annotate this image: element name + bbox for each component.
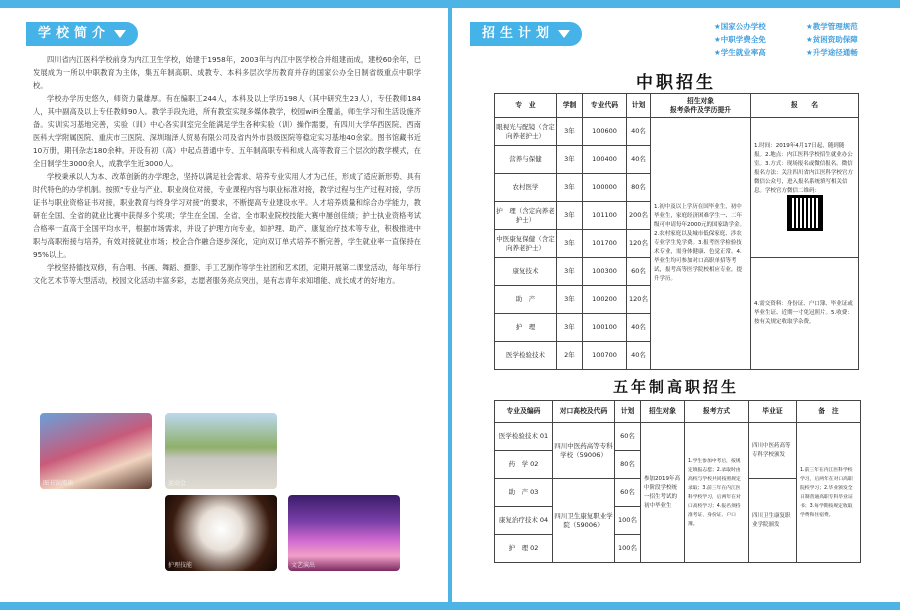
- years-cell: 3年: [557, 118, 583, 146]
- col-header: 备 注: [797, 401, 861, 423]
- col-header: 专业代码: [583, 94, 627, 118]
- photo-caption: 护理技能: [168, 562, 193, 569]
- major-cell: 中医康复保健（含定向养老护士）: [495, 230, 557, 258]
- school-cell: 四川中医药高等专科学校（59006）: [553, 423, 615, 479]
- years-cell: 3年: [557, 286, 583, 314]
- years-cell: 3年: [557, 230, 583, 258]
- register-cell: [751, 118, 859, 258]
- intro-paragraph-3: 学校秉承以人为本、改革创新的办学理念，坚持以满足社会需求、培养专业实用人才为己任，形成了适应新形势、具有时代特色的办学机制。按照“专业与产业、职业岗位对接，专业课程内容与职业标准对接，教学过程与生产过程对接，学历证书与职业资格证书对接，职业教育与终身学习对接”的要求，不断提高专业建设水平。人才培养质量和综合办学能力，教研在全国、全省的就业比赛中获得多个奖项；学生在全国、全省、全市职业院校技能大赛中屡创佳绩；护士执业资格考试合格率一直高于全国平均水平，根据市场需求，并设了护理方向专业，如护理、助产、康复治疗技术等专业，积极推进中职与高职衔接与培养，有效对接就业市场；校企合作融合逐步深化，定向双订单式培养不断完善，学生就业率一直保持在95%以上。: [33, 172, 421, 259]
- code-cell: 100600: [583, 118, 627, 146]
- photo-sports-meet: [165, 413, 277, 489]
- bottom-frame-bar: [0, 602, 900, 610]
- code-cell: 100300: [583, 258, 627, 286]
- intro-paragraph-2: 学校办学历史悠久，师资力量雄厚。有在编职工244人，本科及以上学历198人（其中研究生23人），专任教师184人，其中副高及以上专任教师90人。教学手段先进，所有教室实现多媒体教学，校园wiFi全覆盖，师生学习和生活设施齐备。实训实习基地完善，实验（训）中心各实训室完全能满足学生各种实验（训）操作需要，有四川大学华西医院、西南医科大学附属医院、重庆市三医院、深圳瑞泽人贸易有限公司及省内外市县级医院等稳定实习基地40余家。图书馆藏书近10万册，期刊杂志180余种。开设有初（高）中起点普通中专、五年制高职专科和成人高等教育三个层次的教学模式，在全日制学生3000余人，成教学生近3000人。: [33, 94, 421, 168]
- col-header: 招生对象: [641, 401, 685, 423]
- zhongzhi-title: 中职招生: [636, 73, 716, 93]
- col-header: 专 业: [495, 94, 557, 118]
- major-cell: 护 理（含定向养老护士）: [495, 202, 557, 230]
- years-cell: 3年: [557, 202, 583, 230]
- years-cell: 3年: [557, 174, 583, 202]
- major-cell: 护 理 02: [495, 535, 553, 563]
- plan-cell: 100名: [615, 535, 641, 563]
- photo-caption: 图书馆阅读: [43, 480, 74, 487]
- section-header-intro-label: 学校简介: [38, 26, 111, 41]
- major-cell: 护 理: [495, 314, 557, 342]
- major-cell: 营养与保健: [495, 146, 557, 174]
- plan-cell: 80名: [627, 174, 651, 202]
- major-cell: 助 产 03: [495, 479, 553, 507]
- plan-cell: 60名: [615, 479, 641, 507]
- col-header: 报考方式: [685, 401, 749, 423]
- major-cell: 药 学 02: [495, 451, 553, 479]
- qr-code-icon[interactable]: [790, 198, 820, 228]
- intro-paragraph-4: 学校坚持德技双修，有合唱、书画、舞蹈、摄影、手工艺制作等学生社团和艺术团，定期开展第二课堂活动，每年举行文化艺术节等大型活动，校园文化活动丰富多彩，志愿者服务亮点突出，是有志青年求知增能、成长成才的好地方。: [33, 263, 421, 285]
- motto-item: ★贫困资助保障: [806, 35, 858, 44]
- major-cell: 医学检验技术 01: [495, 423, 553, 451]
- plan-cell: 40名: [627, 342, 651, 370]
- photo-performance: [288, 495, 400, 571]
- motto-item: ★教学管理规范: [806, 22, 858, 31]
- major-cell: 康复技术: [495, 258, 557, 286]
- wunian-title: 五年制高职招生: [612, 378, 739, 396]
- conditions-cell: 1.初中及以上学历在国毕业生，初中毕业生，家庭经济困难学生一、二年级可申请每年2000元的国家助学金。2.农村家庭以及城市低保家庭、涉农专业学生免学费。3.报考医学检验技术专业，需身体健康、色觉正常。4.毕业生均可参加对口高职单招等考试，报考高等医学院校相应专业，提升学历。: [651, 118, 751, 370]
- remark-cell: 1.前三年在内江医科学校学习，后两年在对口高职院校学习；2.毕业颁发全日制普通高职专科毕业证书；3.每学期按规定收取学费和住宿费。: [797, 423, 861, 563]
- photo-library: [40, 413, 152, 489]
- section-header-plan: [470, 22, 582, 46]
- photo-nursing-skills: [165, 495, 277, 571]
- motto-item: ★国家公办学校: [714, 22, 766, 31]
- code-cell: 100100: [583, 314, 627, 342]
- code-cell: 100700: [583, 342, 627, 370]
- col-header: 报 名: [751, 94, 859, 118]
- photo-caption: 运动会: [168, 480, 187, 487]
- major-cell: 康复治疗技术 04: [495, 507, 553, 535]
- table-header-row: [495, 94, 859, 118]
- table-row: [495, 118, 859, 146]
- intro-text: [33, 53, 421, 287]
- table-row: [495, 423, 861, 451]
- code-cell: 100200: [583, 286, 627, 314]
- plan-cell: 40名: [627, 146, 651, 174]
- col-header: 专业及编码: [495, 401, 553, 423]
- chevron-down-icon: [558, 30, 570, 38]
- plan-cell: 40名: [627, 314, 651, 342]
- years-cell: 2年: [557, 342, 583, 370]
- section-header-intro: [26, 22, 138, 46]
- years-cell: 3年: [557, 146, 583, 174]
- zhongzhi-table: [494, 93, 859, 370]
- wunian-table: [494, 400, 861, 563]
- school-cell: 四川卫生康复职业学院（59006）: [553, 479, 615, 563]
- photo-caption: 文艺演出: [291, 562, 316, 569]
- plan-cell: 40名: [627, 118, 651, 146]
- motto-item: ★学生就业率高: [714, 48, 766, 57]
- diploma-cell: 四川中医药高等专科学校颁发: [749, 423, 797, 479]
- major-cell: 医学检验技术: [495, 342, 557, 370]
- motto-item: ★中职学费全免: [714, 35, 766, 44]
- col-header: 计划: [615, 401, 641, 423]
- materials-cell: 4.需交资料：身份证、户口簿、毕业证或毕业生证、近期一寸免冠照片。5.收费：按有关规定收取学杂费。: [751, 258, 859, 370]
- left-page: [0, 8, 448, 602]
- chevron-down-icon: [114, 30, 126, 38]
- plan-cell: 100名: [615, 507, 641, 535]
- years-cell: 3年: [557, 314, 583, 342]
- years-cell: 3年: [557, 258, 583, 286]
- major-cell: 助 产: [495, 286, 557, 314]
- code-cell: 101700: [583, 230, 627, 258]
- code-cell: 101100: [583, 202, 627, 230]
- col-header: 招生对象 报考条件及学历提升: [651, 94, 751, 118]
- right-page: [452, 8, 900, 602]
- major-cell: 眼视光与配镜（含定向养老护士）: [495, 118, 557, 146]
- section-header-plan-label: 招生计划: [482, 26, 555, 41]
- target-cell: 参加2019年高中阶段学校统一招生考试的初中毕业生: [641, 423, 685, 563]
- col-header: 学制: [557, 94, 583, 118]
- diploma-cell: 四川卫生康复职业学院颁发: [749, 479, 797, 563]
- plan-cell: 200名: [627, 202, 651, 230]
- plan-cell: 120名: [627, 286, 651, 314]
- plan-cell: 80名: [615, 451, 641, 479]
- code-cell: 100400: [583, 146, 627, 174]
- method-cell: 1.学生参加中考后，按规定填报志愿；2.录取时由高校与学校共同按照规定录取；3.前三年在内江医科学校学习，后两年在对口高校学习；4.报名须持准考证、身份证、户口簿。: [685, 423, 749, 563]
- register-text: 1.时间：2019年4月17日起，随到随报。2.地点：内江医科学校招生就业办公室。3.方式：现场报名或微信报名。微信报名方法：关注四川省内江医科学校官方微信公众号，进入报名系统填写相关信息。学校官方微信二维码：: [754, 142, 854, 194]
- code-cell: 100000: [583, 174, 627, 202]
- plan-cell: 60名: [615, 423, 641, 451]
- intro-paragraph-1: 四川省内江医科学校前身为内江卫生学校，始建于1958年，2003年与内江中医学校合并组建而成，建校60余年，已发展成为一所以中职教育为主体，集五年制高职、成教专、本科多层次学历教育并存的国家公办全日制省级重点中职学校。: [33, 55, 421, 90]
- plan-cell: 60名: [627, 258, 651, 286]
- col-header: 毕业证: [749, 401, 797, 423]
- col-header: 对口高校及代码: [553, 401, 615, 423]
- motto-item: ★升学途径通畅: [806, 48, 858, 57]
- plan-cell: 120名: [627, 230, 651, 258]
- col-header: 计划: [627, 94, 651, 118]
- motto-list: [714, 20, 899, 59]
- table-header-row: [495, 401, 861, 423]
- major-cell: 农村医学: [495, 174, 557, 202]
